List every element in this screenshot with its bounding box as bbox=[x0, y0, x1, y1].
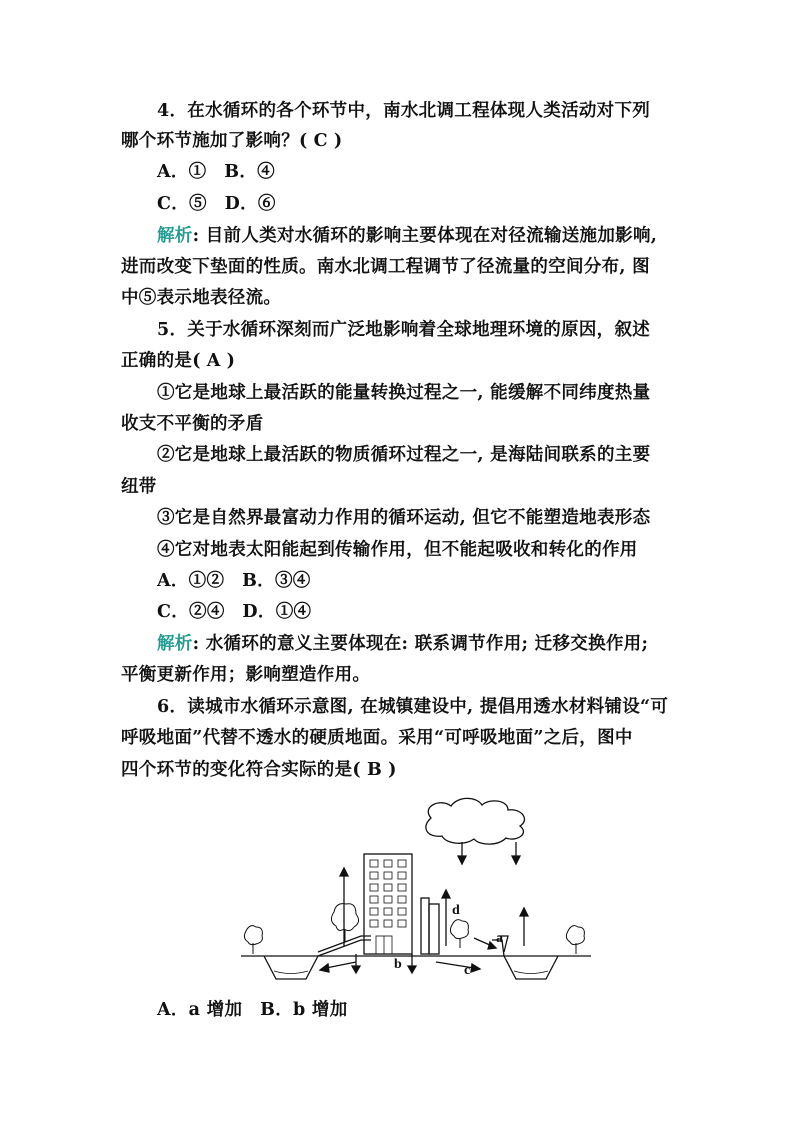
q5-statement-1-line-2: 收支不平衡的矛盾 bbox=[121, 414, 264, 434]
q6-stem-line-3: 四个环节的变化符合实际的是( B ) bbox=[121, 760, 397, 780]
q5-stem-line-1: 5．关于水循环深刻而广泛地影响着全球地理环境的原因，叙述 bbox=[157, 320, 651, 340]
q5-options-line-2: C．②④ D．①④ bbox=[157, 602, 312, 622]
label-c: c bbox=[464, 963, 471, 978]
q5-stem-line-2: 正确的是( A ) bbox=[121, 351, 236, 371]
q4-answer: C bbox=[313, 131, 328, 151]
q5-statement-1-line-1: ①它是地球上最活跃的能量转换过程之一, 能缓解不同纬度热量 bbox=[157, 383, 651, 403]
q4-stem-line-2: 哪个环节施加了影响？( C ) bbox=[121, 131, 343, 151]
urban-water-cycle-diagram bbox=[236, 796, 596, 986]
q5-statement-3: ③它是自然界最富动力作用的循环运动, 但它不能塑造地表形态 bbox=[157, 508, 651, 528]
label-d: d bbox=[452, 903, 460, 918]
q6-answer: B bbox=[366, 760, 383, 780]
q4-analysis-line-1: 解析: 目前人类对水循环的影响主要体现在对径流输送施加影响, bbox=[157, 226, 658, 246]
q6-stem-line-2: 呼吸地面”代替不透水的硬质地面。采用“可呼吸地面”之后，图中 bbox=[121, 728, 633, 748]
q5-statement-2-line-1: ②它是地球上最活跃的物质循环过程之一, 是海陆间联系的主要 bbox=[157, 445, 651, 465]
q4-analysis-line-3: 中⑤表示地表径流。 bbox=[121, 288, 282, 308]
q4-analysis-line-2: 进而改变下垫面的性质。南水北调工程调节了径流量的空间分布, 图 bbox=[121, 257, 650, 277]
q4-options-line-1: A．① B．④ bbox=[157, 162, 275, 182]
q5-analysis-line-1: 解析: 水循环的意义主要体现在: 联系调节作用; 迁移交换作用; bbox=[157, 634, 649, 654]
label-b: b bbox=[394, 957, 402, 972]
q6-options-line-1: A．a 增加 B．b 增加 bbox=[157, 1000, 348, 1020]
analysis-label: 解析 bbox=[157, 226, 193, 246]
analysis-label: 解析 bbox=[157, 634, 193, 654]
q5-options-line-1: A．①② B．③④ bbox=[157, 571, 311, 591]
q5-statement-4: ④它对地表太阳能起到传输作用，但不能起吸收和转化的作用 bbox=[157, 540, 638, 560]
q5-statement-2-line-2: 纽带 bbox=[121, 477, 157, 497]
q5-analysis-line-2: 平衡更新作用；影响塑造作用。 bbox=[121, 665, 371, 685]
q5-answer: A bbox=[206, 351, 221, 371]
label-a: a bbox=[496, 931, 503, 946]
q6-stem-line-1: 6．读城市水循环示意图, 在城镇建设中, 提倡用透水材料铺设“可 bbox=[157, 697, 669, 717]
cloud-icon bbox=[426, 798, 525, 844]
q4-options-line-2: C．⑤ D．⑥ bbox=[157, 194, 276, 214]
q4-stem-line-1: 4．在水循环的各个环节中，南水北调工程体现人类活动对下列 bbox=[157, 101, 651, 121]
